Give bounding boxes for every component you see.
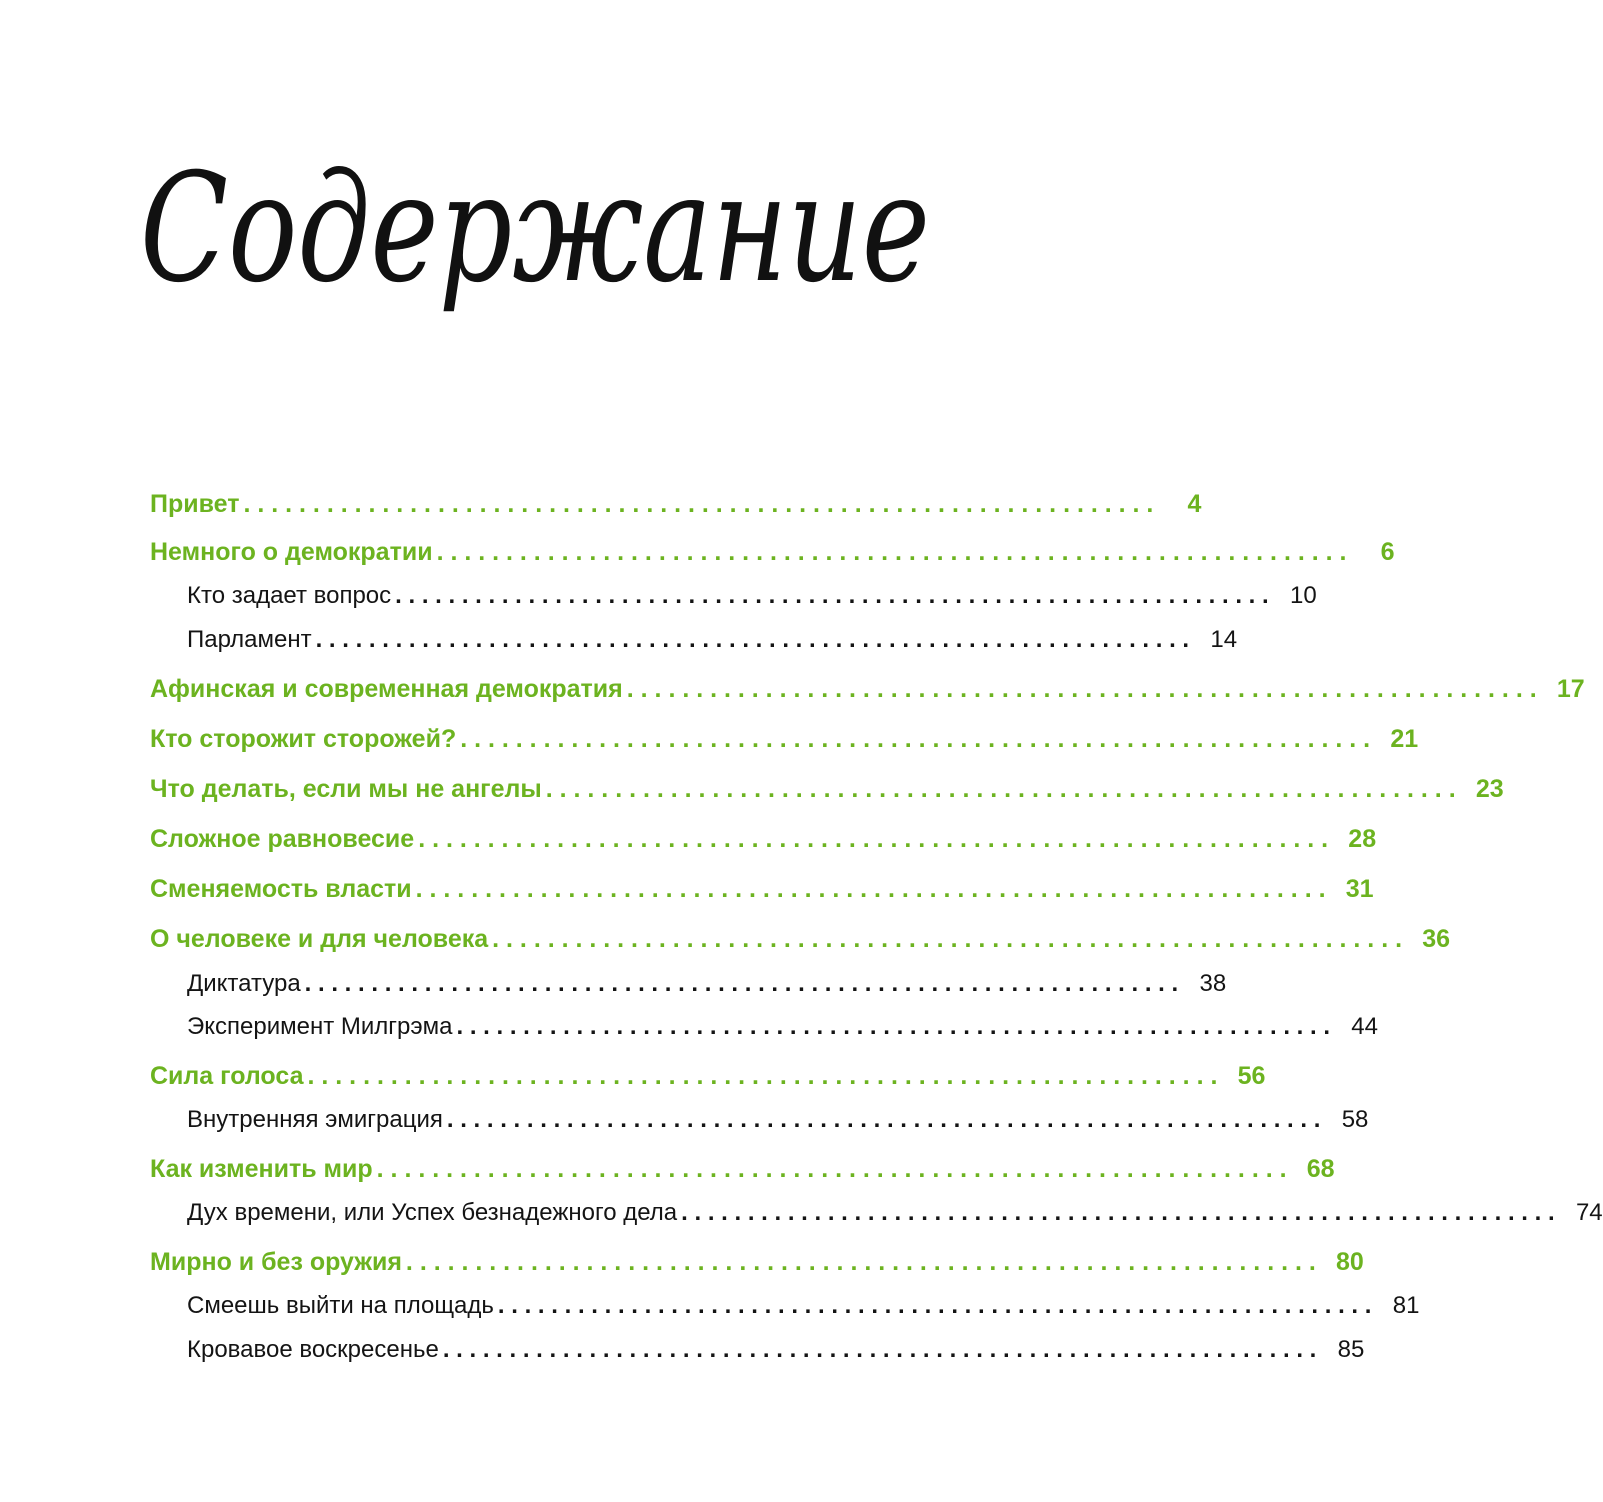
toc-chapter-entry — [150, 538, 1395, 567]
entry-label: Дух времени, или Успех безнадежного дела — [187, 1199, 678, 1226]
entry-label: Мирно и без оружия — [150, 1248, 402, 1276]
toc-subentry — [150, 626, 1238, 654]
entry-label: Кровавое воскресенье — [187, 1336, 439, 1363]
entry-label: Сила голоса — [150, 1062, 304, 1090]
toc-chapter-entry — [150, 675, 1585, 704]
dot-leader — [627, 675, 1537, 704]
entry-page-number: 56 — [1237, 1062, 1266, 1090]
entry-page-number: 4 — [1187, 490, 1202, 518]
entry-label: Смеешь выйти на площадь — [187, 1292, 494, 1319]
dot-leader — [681, 1199, 1555, 1227]
entry-page-number: 31 — [1345, 875, 1374, 903]
toc-subentry — [150, 1013, 1378, 1041]
entry-label: Парламент — [187, 626, 312, 653]
entry-page-number: 74 — [1575, 1199, 1603, 1226]
entry-label: Сменяемость власти — [150, 875, 412, 903]
entry-page-number: 80 — [1336, 1248, 1364, 1276]
toc-chapter-entry — [150, 490, 1202, 519]
entry-page-number: 6 — [1380, 538, 1395, 566]
dot-leader — [447, 1106, 1321, 1134]
dot-leader — [316, 626, 1190, 654]
entry-label: Внутренняя эмиграция — [187, 1106, 443, 1133]
toc-subentry — [150, 970, 1227, 998]
toc-chapter-entry — [150, 1062, 1266, 1091]
dot-leader — [243, 490, 1153, 519]
dot-leader — [308, 1062, 1218, 1091]
toc-subentry — [150, 1199, 1603, 1227]
dot-leader — [418, 825, 1328, 854]
dot-leader — [456, 1013, 1330, 1041]
entry-page-number: 28 — [1348, 825, 1377, 853]
entry-label: Как изменить мир — [150, 1155, 373, 1183]
entry-label: Афинская и современная демократия — [150, 675, 623, 703]
entry-page-number: 38 — [1199, 970, 1227, 997]
entry-page-number: 14 — [1210, 626, 1238, 653]
toc-subentry — [150, 582, 1317, 610]
toc-chapter-entry — [150, 1248, 1364, 1277]
dot-leader — [460, 725, 1370, 754]
title-text: Содержание — [140, 142, 930, 316]
dot-leader — [498, 1292, 1372, 1320]
entry-label: Кто сторожит сторожей? — [150, 725, 457, 753]
toc-subentry — [150, 1336, 1365, 1364]
entry-label: О человеке и для человека — [150, 925, 489, 953]
entry-page-number: 81 — [1392, 1292, 1420, 1319]
entry-page-number: 23 — [1475, 775, 1504, 803]
toc-chapter-entry — [150, 875, 1374, 904]
toc-chapter-entry — [150, 775, 1504, 804]
dot-leader — [395, 582, 1269, 610]
toc-chapter-entry — [150, 725, 1419, 754]
entry-label: Сложное равновесие — [150, 825, 415, 853]
entry-page-number: 58 — [1341, 1106, 1369, 1133]
dot-leader — [377, 1155, 1287, 1184]
entry-label: Диктатура — [187, 970, 301, 997]
entry-page-number: 44 — [1351, 1013, 1378, 1040]
entry-page-number: 10 — [1289, 582, 1317, 609]
entry-label: Эксперимент Милгрэма — [187, 1013, 453, 1040]
entry-label: Привет — [150, 490, 240, 518]
toc-chapter-entry — [150, 1155, 1335, 1184]
toc-chapter-entry — [150, 925, 1451, 954]
entry-label: Что делать, если мы не ангелы — [150, 775, 542, 803]
entry-page-number: 85 — [1337, 1336, 1365, 1363]
toc-subentry — [150, 1106, 1369, 1134]
toc-chapter-entry — [150, 825, 1377, 854]
entry-label: Кто задает вопрос — [187, 582, 392, 609]
toc-subentry — [150, 1292, 1420, 1320]
dot-leader — [416, 875, 1326, 904]
dot-leader — [437, 538, 1347, 567]
dot-leader — [305, 970, 1179, 998]
entry-page-number: 68 — [1306, 1155, 1335, 1183]
dot-leader — [406, 1248, 1316, 1277]
entry-page-number: 21 — [1390, 725, 1419, 753]
dot-leader — [443, 1336, 1317, 1364]
dot-leader — [546, 775, 1456, 804]
entry-page-number: 17 — [1556, 675, 1585, 703]
entry-label: Немного о демократии — [150, 538, 433, 566]
dot-leader — [492, 925, 1402, 954]
entry-page-number: 36 — [1422, 925, 1451, 953]
